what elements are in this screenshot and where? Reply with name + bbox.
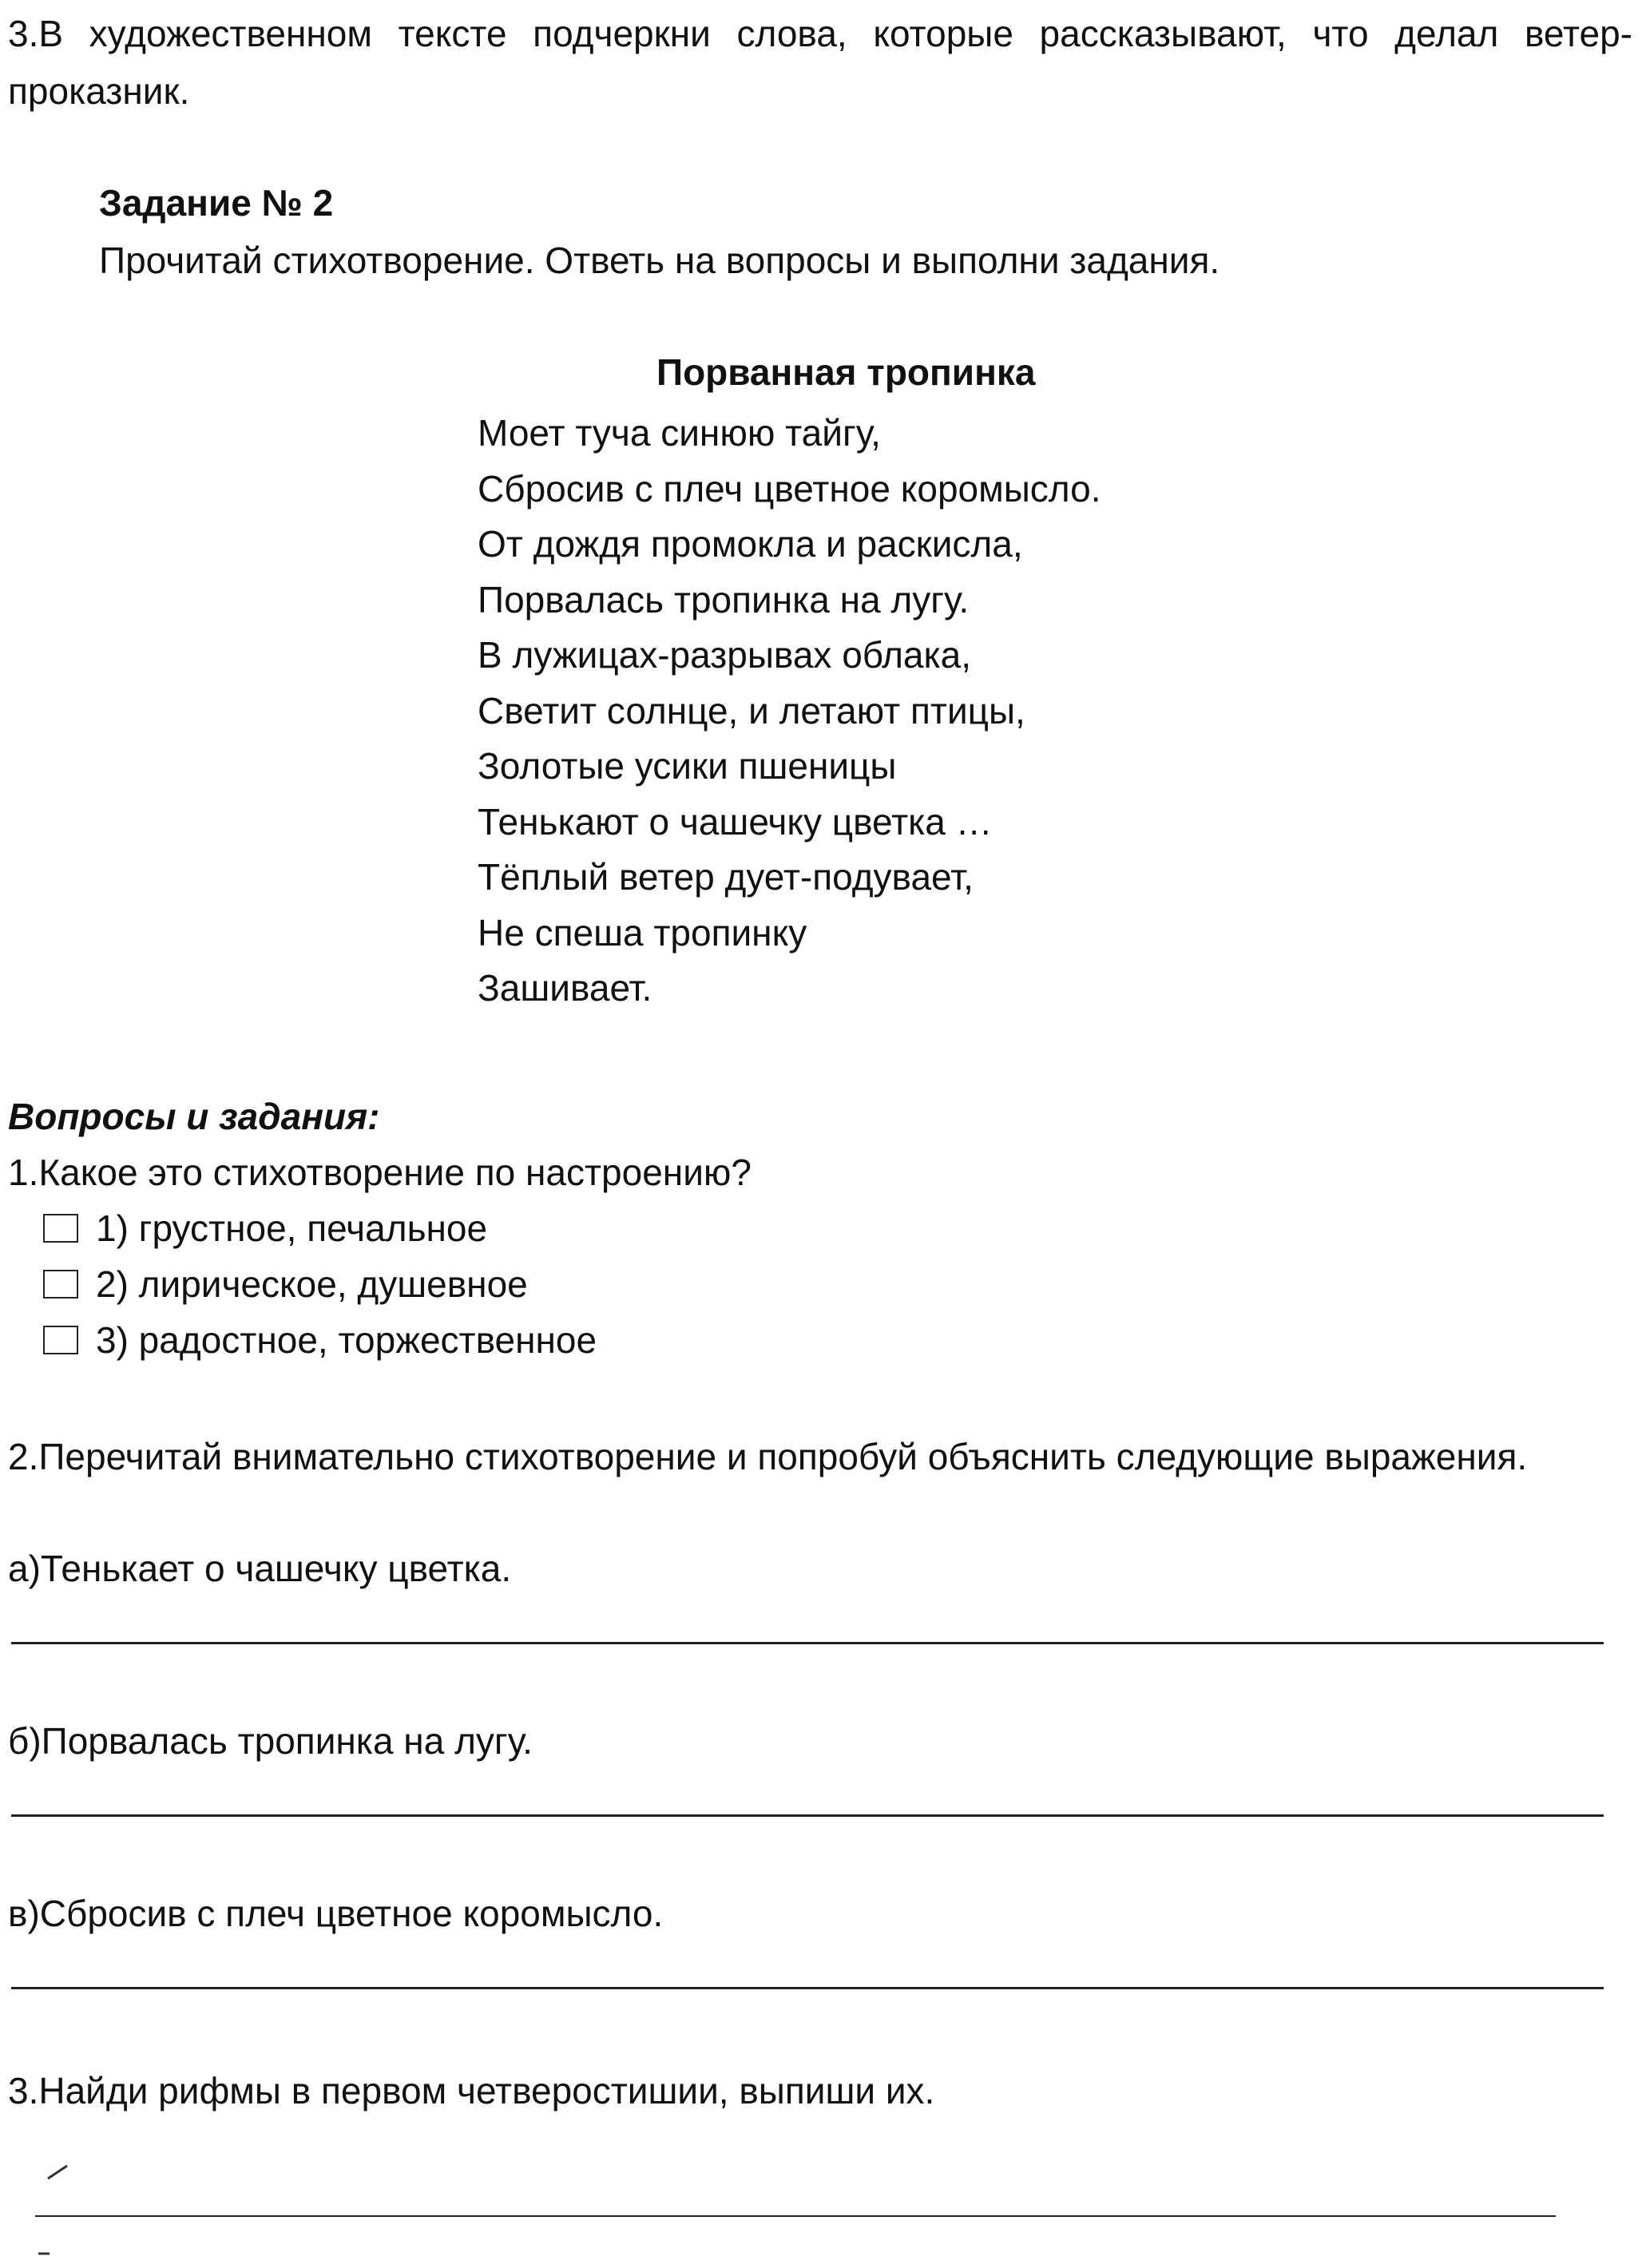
task2-instruction: Прочитай стихотворение. Ответь на вопросы и выполни задания. [99, 240, 1220, 281]
poem-line: Зашивает. [478, 967, 652, 1009]
q1-option-label: 2) лирическое, душевное [96, 1263, 528, 1305]
task3-intro-text: 3.В художественном тексте подчеркни слова, которые рассказывают, что делал ветер-проказник. [8, 13, 1632, 112]
poem-line: От дождя промокла и раскисла, [478, 523, 1023, 565]
poem-line: Моет туча синюю тайгу, [478, 412, 881, 454]
q1-option-3[interactable] [43, 1316, 597, 1364]
q2-item-b: б)Порвалась тропинка на лугу. [8, 1720, 533, 1762]
answer-line-a[interactable] [11, 1642, 1604, 1644]
q2-item-c: в)Сбросив с плеч цветное коромысло. [8, 1893, 664, 1934]
poem-line: Не спеша тропинку [478, 911, 807, 954]
q2-item-a: а)Тенькает о чашечку цветка. [8, 1548, 512, 1589]
question-1-text: 1.Какое это стихотворение по настроению? [8, 1152, 752, 1193]
poem-line: В лужицах-разрывах облака, [478, 634, 971, 676]
poem-body [478, 406, 1101, 1017]
pen-mark [37, 2250, 53, 2258]
poem-line: Сбросив с плеч цветное коромысло. [478, 467, 1101, 510]
task2-heading: Задание № 2 [99, 182, 334, 224]
question-3-text: 3.Найди рифмы в первом четверостишии, выпиши их. [8, 2070, 935, 2111]
checkbox[interactable] [43, 1326, 78, 1354]
checkbox[interactable] [43, 1270, 78, 1299]
q1-option-label: 3) радостное, торжественное [96, 1319, 597, 1361]
pen-mark [46, 2163, 70, 2182]
poem-line: Порвалась тропинка на лугу. [478, 578, 970, 621]
checkbox[interactable] [43, 1214, 78, 1243]
poem-line: Тенькают о чашечку цветка … [478, 800, 993, 843]
q1-option-label: 1) грустное, печальное [96, 1207, 488, 1249]
poem-line: Светит солнце, и летают птицы, [478, 689, 1025, 732]
questions-heading: Вопросы и задания: [8, 1096, 380, 1137]
answer-line-c[interactable] [11, 1987, 1604, 1989]
question-2-text: 2.Перечитай внимательно стихотворение и попробуй объяснить следующие выражения. [8, 1436, 1528, 1477]
answer-line-rhymes[interactable] [35, 2215, 1556, 2217]
q1-option-1[interactable] [43, 1204, 487, 1252]
q1-option-2[interactable] [43, 1260, 528, 1308]
poem-line: Тёплый ветер дует-подувает, [478, 856, 974, 898]
answer-line-b[interactable] [11, 1814, 1604, 1817]
poem-line: Золотые усики пшеницы [478, 745, 897, 787]
poem-title: Порванная тропинка [656, 351, 1036, 393]
